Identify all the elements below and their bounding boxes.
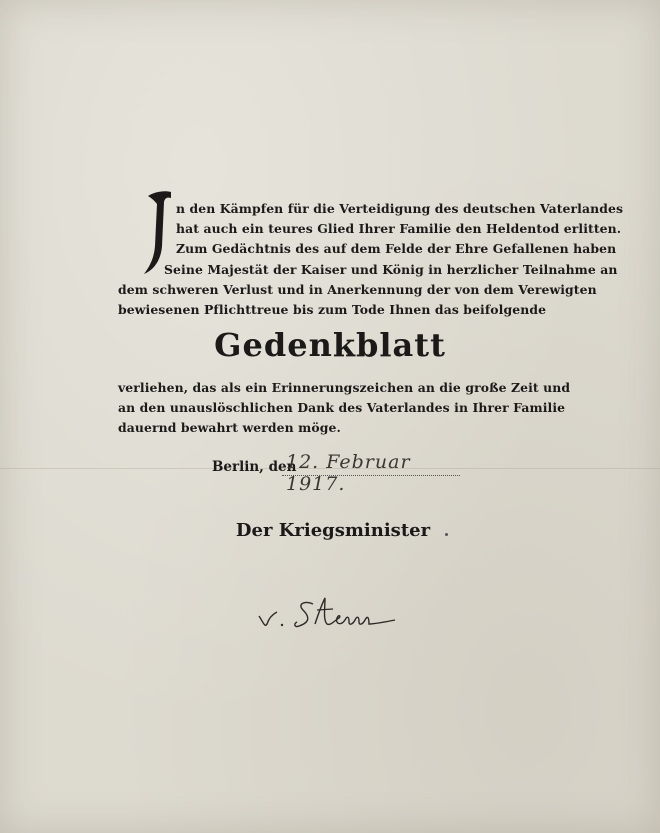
intro-line: n den Kämpfen für die Verteidigung des deutschen Vaterlandes: [176, 201, 624, 216]
intro-paragraph: [118, 199, 624, 320]
certificate-title: Gedenkblatt: [214, 326, 446, 364]
handwritten-signature: [255, 594, 405, 634]
signatory-title: Der Kriegsminister: [235, 520, 431, 541]
intro-line: Zum Gedächtnis des auf dem Felde der Ehre Gefallenen haben: [176, 241, 617, 257]
closing-line: dauernd bewahrt werden möge.: [118, 420, 341, 436]
intro-line: dem schweren Verlust und in Anerkennung der von dem Verewigten: [118, 281, 597, 297]
handwritten-date: 12. Februar 1917.: [286, 451, 411, 495]
intro-line: bewiesenen Pflichttreue bis zum Tode Ihnen das beifolgende: [118, 302, 547, 318]
closing-line: an den unauslöschlichen Dank des Vaterlandes in Ihrer Familie: [118, 400, 566, 416]
intro-line: Seine Majestät der Kaiser und König in herzlicher Teilnahme an: [164, 261, 618, 277]
date-label: Berlin, den: [212, 459, 297, 475]
date-line-row: [212, 451, 472, 495]
closing-line: verliehen, das als ein Erinnerungszeichen an die große Zeit und: [118, 380, 571, 395]
ink-dot: [445, 533, 448, 536]
closing-paragraph: [118, 378, 571, 439]
intro-line: hat auch ein teures Glied Ihrer Familie den Heldentod erlitten.: [176, 221, 622, 237]
